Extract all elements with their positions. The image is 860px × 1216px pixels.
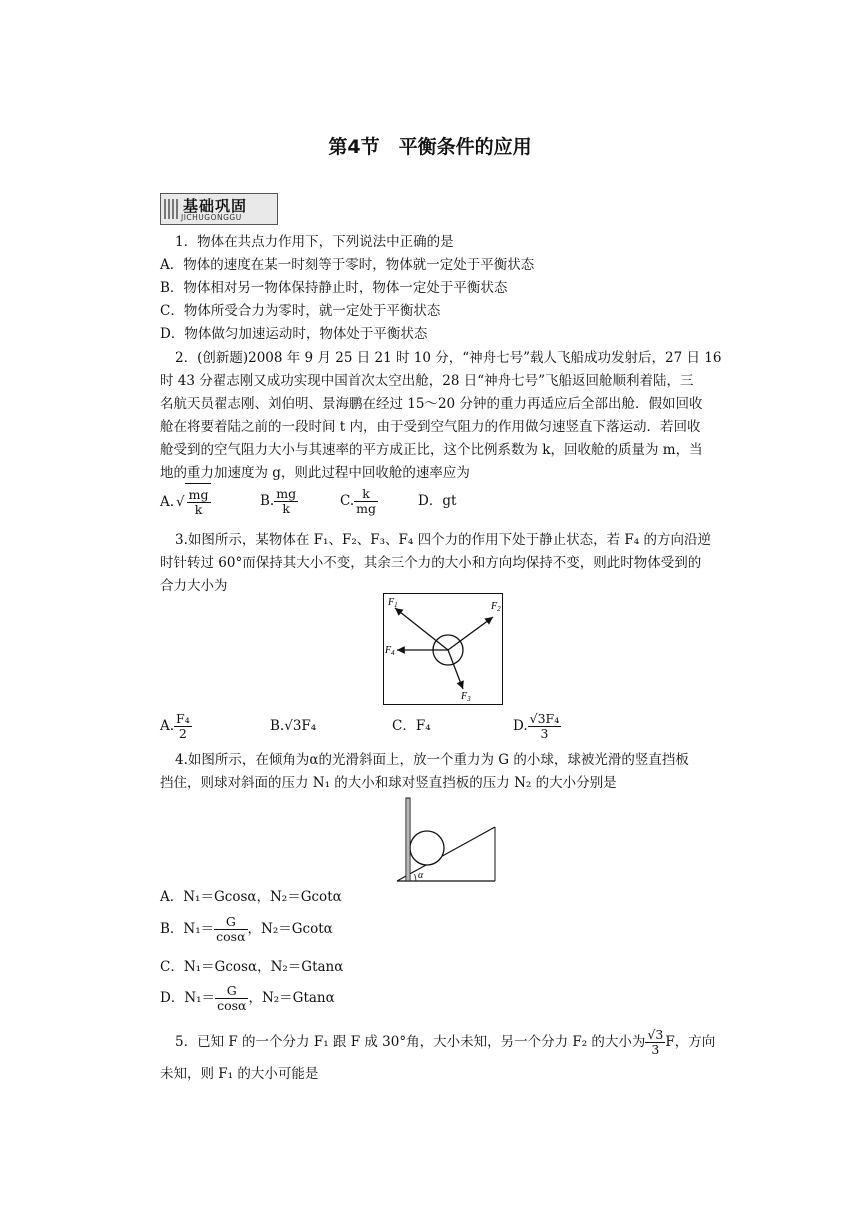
q2-line-4: 舱在将要着陆之前的一段时间 t 内，由于受到空气阻力的作用做匀速竖直下落运动．若回收: [160, 419, 701, 435]
q4-option-d: D．N₁＝ $\frac{G}{\cos\alpha}$ ，N₂＝Gtanα: [160, 983, 335, 1013]
label-f4: $F_4$: [385, 645, 395, 657]
q2-line-1: 2．(创新题)2008 年 9 月 25 日 21 时 10 分，“神舟七号”载人飞船成功发射后，27 日 16: [175, 350, 722, 366]
q5-line-2: 未知，则 F₁ 的大小可能是: [160, 1066, 319, 1082]
badge-title: 基础巩固: [183, 197, 248, 215]
q5-line-1: 5．已知 F 的一个分力 F₁ 跟 F 成 30°角，大小未知，另一个分力 F₂ 的大小为 $\frac{√3}{3}$ F，方向: [175, 1027, 716, 1057]
q2-option-a: A. √ $\frac{mg}{k}$: [160, 483, 211, 520]
page-title: 第4节 平衡条件的应用: [328, 136, 532, 158]
label-f1: $F_1$: [388, 597, 398, 609]
q3-line-3: 合力大小为: [160, 578, 228, 594]
q4-line-2: 挡住，则球对斜面的压力 N₁ 的大小和球对竖直挡板的压力 N₂ 的大小分别是: [160, 775, 617, 791]
q3-option-b: B.√3F₄: [270, 718, 317, 734]
q4-incline-diagram: [396, 797, 496, 883]
q3-option-d: D. $\frac{\text{√3F₄}}{3}$: [513, 711, 560, 741]
q2-option-b: B. $\frac{mg}{k}$: [260, 486, 297, 516]
section-badge: [160, 193, 278, 225]
q2-line-2: 时 43 分翟志刚又成功实现中国首次太空出舱，28 日“神舟七号”飞船返回舱顺利着陆，三: [160, 373, 694, 389]
alpha-label: α: [418, 870, 424, 881]
badge-subtitle: JICHUGONGGU: [181, 213, 242, 222]
q1-stem: 1．物体在共点力作用下，下列说法中正确的是: [175, 234, 454, 250]
q3-line-1: 3.如图所示，某物体在 F₁、F₂、F₃、F₄ 四个力的作用下处于静止状态，若 F₄ 的方向沿逆: [175, 532, 711, 548]
q4-option-b: B．N₁＝ $\frac{G}{\cos\alpha}$ ，N₂＝Gcotα: [160, 914, 333, 944]
ball: [410, 831, 444, 865]
q3-force-diagram: [383, 593, 503, 705]
q1-option-c: C．物体所受合力为零时，就一定处于平衡状态: [160, 303, 441, 319]
q1-option-d: D．物体做匀加速运动时，物体处于平衡状态: [160, 326, 428, 342]
q1-option-b: B．物体相对另一物体保持静止时，物体一定处于平衡状态: [160, 280, 508, 296]
q3-option-c: C．F₄: [392, 718, 431, 734]
label-f3: $F_3$: [461, 691, 471, 703]
q4-option-a: A．N₁＝Gcosα，N₂＝Gcotα: [160, 889, 342, 905]
figure-frame: [384, 594, 503, 705]
q3-line-2: 时针转过 60°而保持其大小不变，其余三个力的大小和方向均保持不变，则此时物体受到的: [160, 555, 702, 571]
q1-option-a: A．物体的速度在某一时刻等于零时，物体就一定处于平衡状态: [160, 257, 535, 273]
q2-line-5: 舱受到的空气阻力大小与其速率的平方成正比，这个比例系数为 k，回收舱的质量为 m，当: [160, 442, 703, 458]
q4-line-1: 4.如图所示，在倾角为α的光滑斜面上，放一个重力为 G 的小球，球被光滑的竖直挡板: [175, 752, 689, 768]
q3-option-a: A. $\frac{\text{F₄}}{2}$: [160, 711, 190, 741]
q2-option-d: D．gt: [418, 493, 457, 509]
q2-option-c: C. $\frac{k}{mg}$: [340, 486, 376, 516]
q2-line-3: 名航天员翟志刚、刘伯明、景海鹏在经过 15～20 分钟的重力再适应后全部出舱．假如回收: [160, 396, 703, 412]
angle-arc: [415, 874, 417, 881]
badge-decoration: [164, 199, 178, 219]
label-f2: $F_2$: [491, 601, 501, 613]
q4-option-c: C．N₁＝Gcosα，N₂＝Gtanα: [160, 959, 344, 975]
q2-line-6: 地的重力加速度为 g，则此过程中回收舱的速率应为: [160, 465, 470, 481]
